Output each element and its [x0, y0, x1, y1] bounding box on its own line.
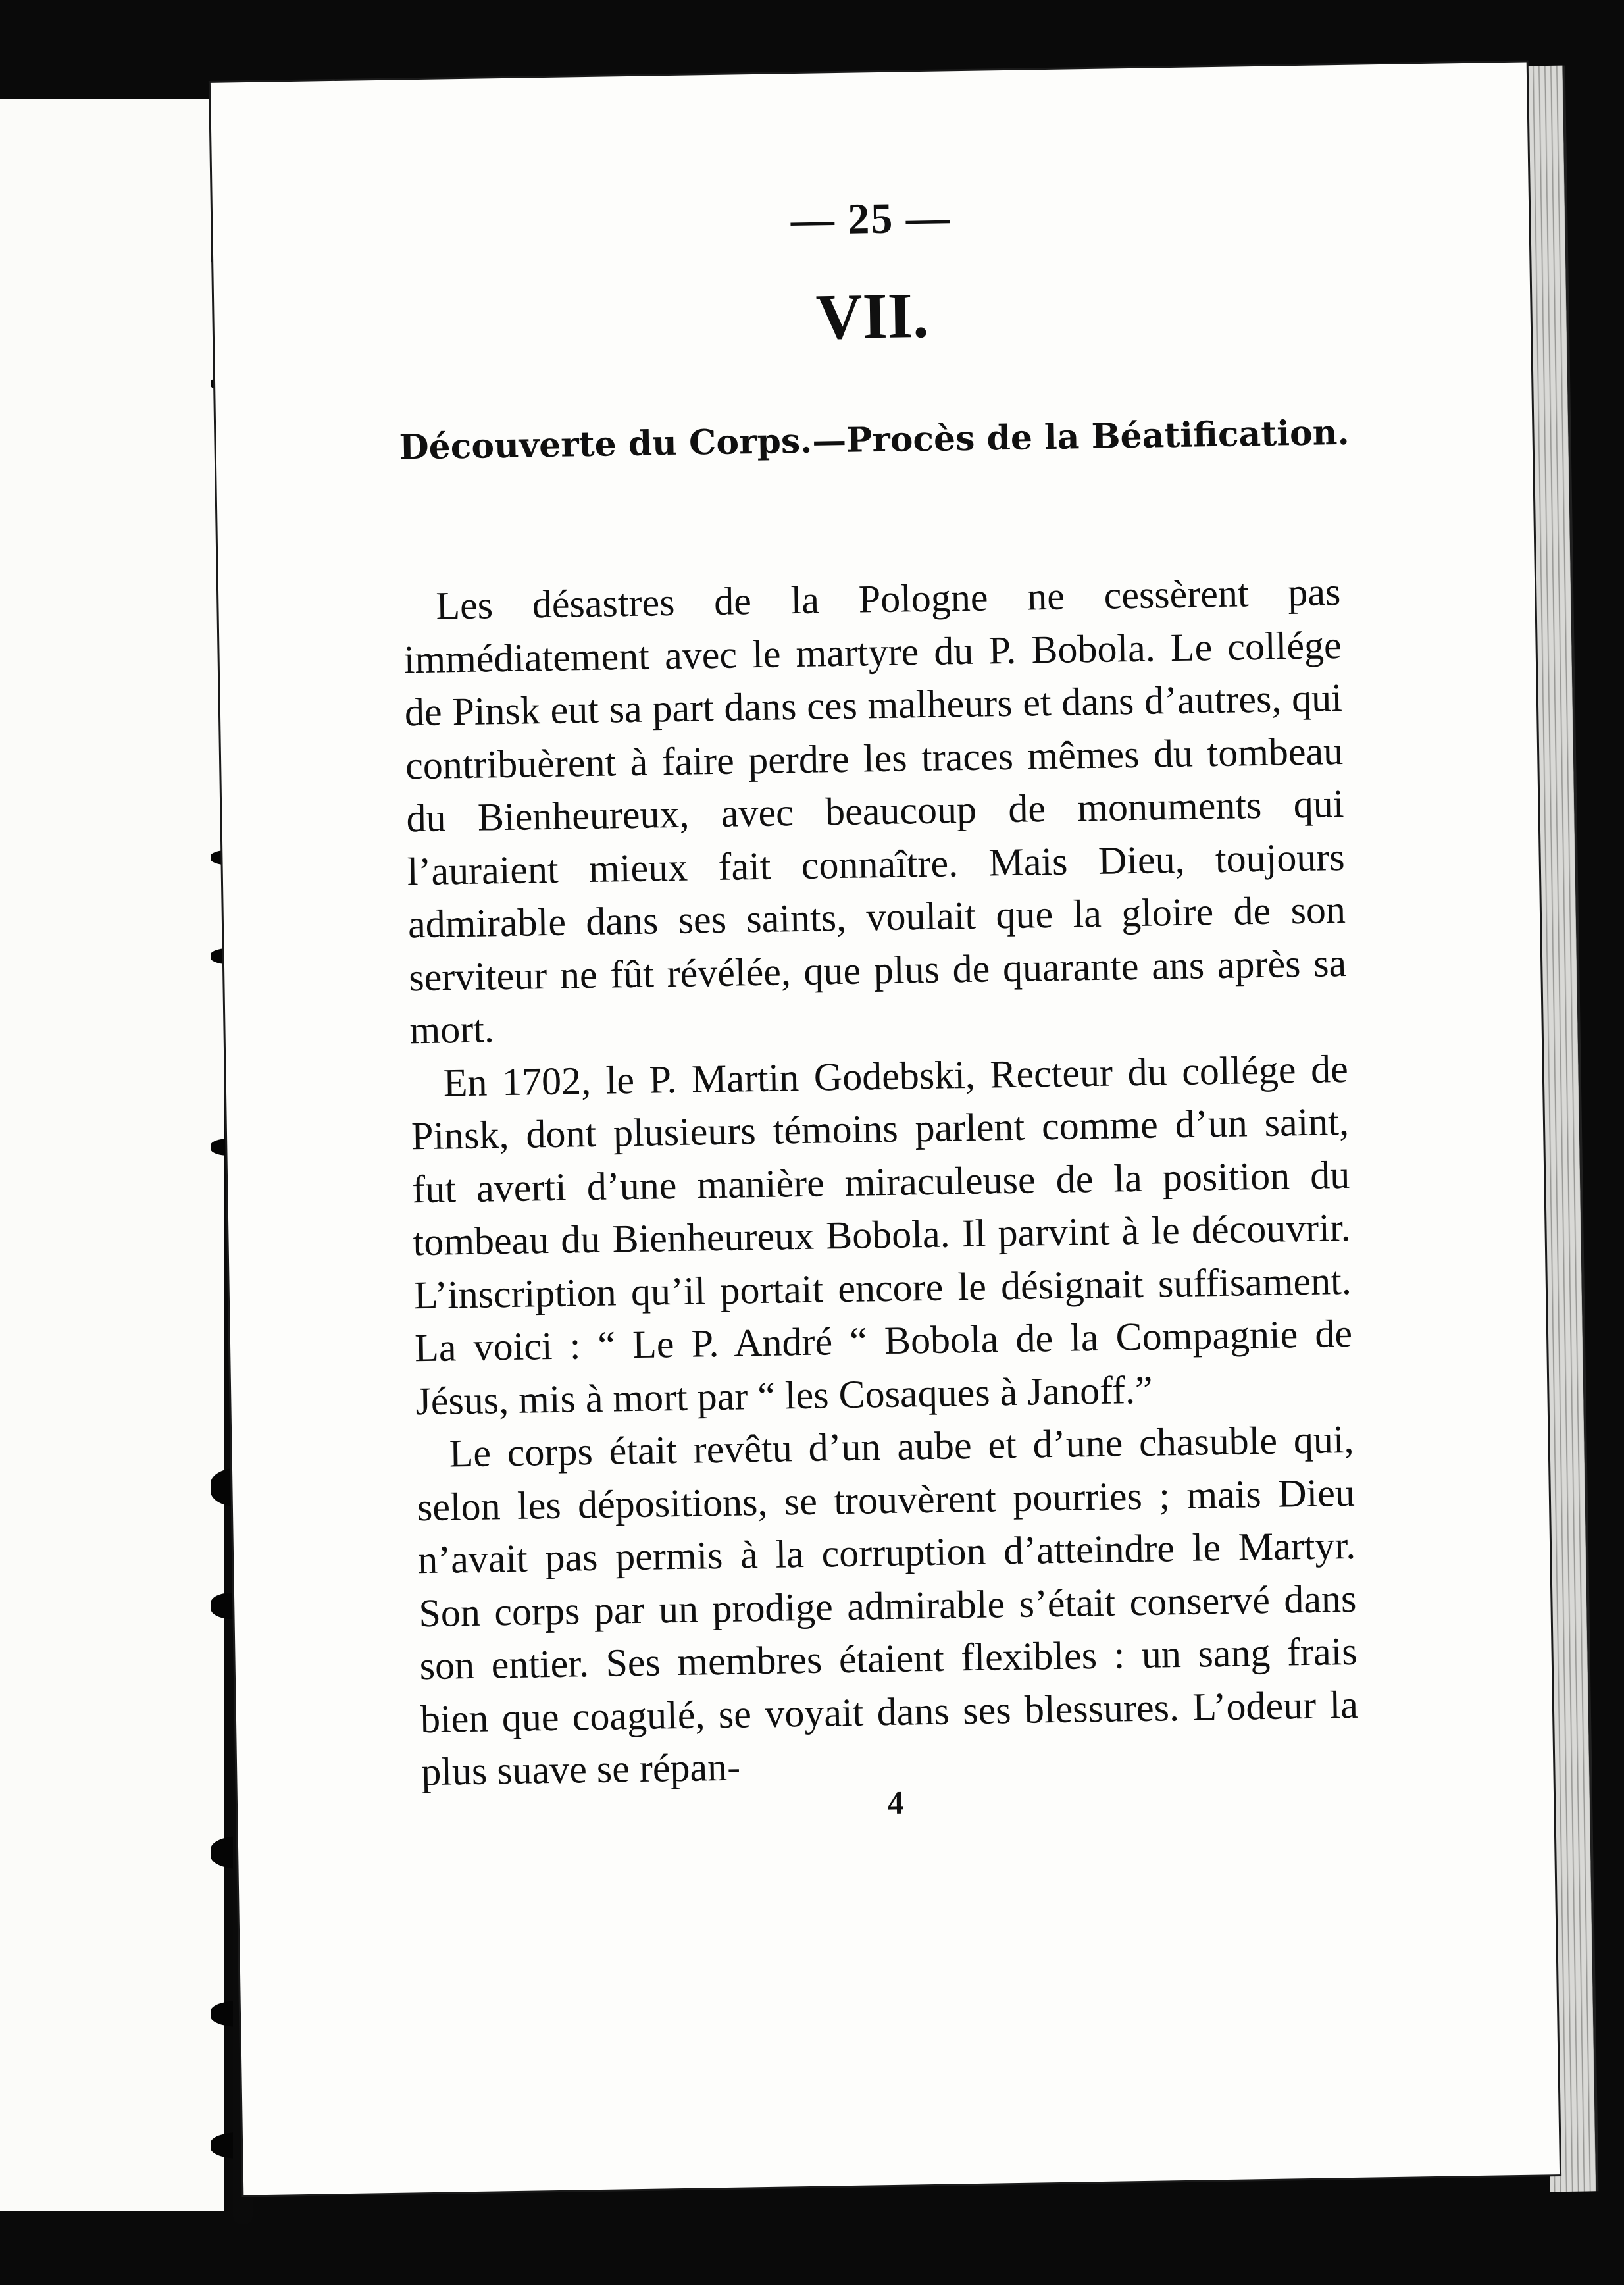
chapter-numeral: VII. — [815, 280, 930, 353]
signature-mark: 4 — [887, 1784, 905, 1822]
body-text — [403, 565, 1359, 1799]
paragraph: Les désastres de la Pologne ne cessèrent pas immédiatement avec le martyre du P. Bobola. Le collége de Pinsk eut sa part dans ces malheurs et dans d’autres, qui contribuèrent à faire perdre les traces mêmes du tombeau du Bienheureux, avec beaucoup de monuments qui l’auraient mieux fait connaître. Mais Dieu, toujours admirable dans ses saints, voulait que la gloire de son serviteur ne fût révélée, que plus de quarante ans après sa mort. — [403, 570, 1347, 1052]
paragraph: En 1702, le P. Martin Godebski, Recteur du collége de Pinsk, dont plusieurs témoins parlent comme d’un saint, fut averti d’une manière miraculeuse de la position du tombeau du Bienheureux Bobola. Il parvint à le découvrir. L’inscription qu’il portait encore le désignait suffisament. La voici : “ Le P. André “ Bobola de la Compagnie de Jésus, mis à mort par “ les Cosaques à Janoff.” — [411, 1046, 1353, 1423]
chapter-title: Découverte du Corps.—Procès de la Béatification. — [399, 412, 1350, 468]
page-number: — 25 — — [790, 193, 952, 245]
paragraph: Le corps était revêtu d’un aube et d’une chasuble qui, selon les dépositions, se trouvèrent pourries ; mais Dieu n’avait pas permis à la corruption d’atteindre le Martyr. Son corps par un prodige admirable s’était conservé dans son entier. Ses membres étaient flexibles : un sang frais bien que coagulé, se voyait dans ses blessures. L’odeur la plus suave se répan- — [417, 1417, 1359, 1794]
previous-page-edge — [0, 99, 224, 2211]
book-page — [211, 62, 1560, 2195]
